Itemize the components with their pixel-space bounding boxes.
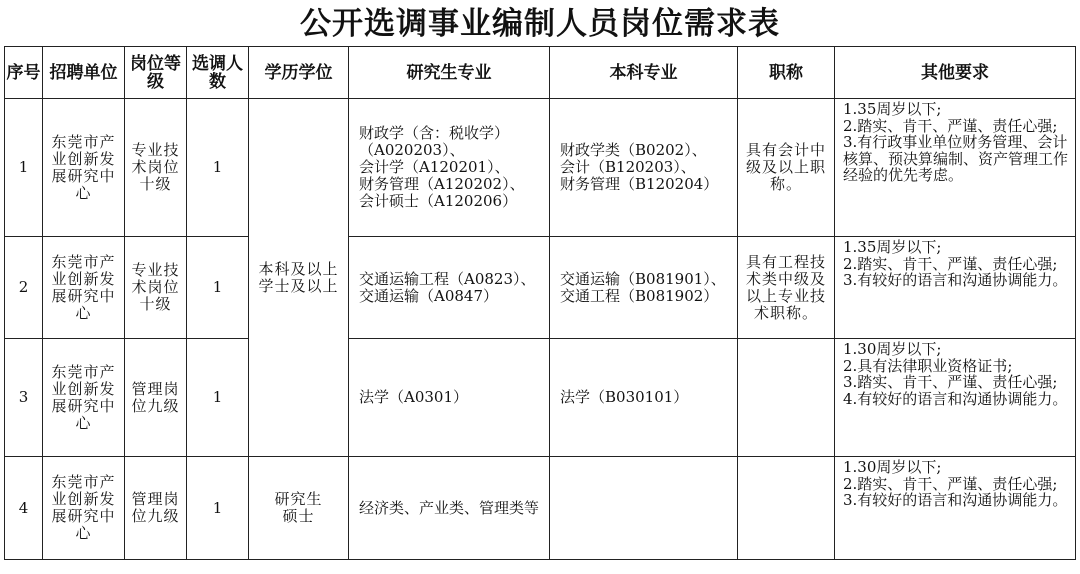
cell-seq: 3 xyxy=(5,339,43,457)
other-req-line: 1.35周岁以下; xyxy=(843,100,942,118)
other-req-line: 2.踏实、肯干、严谨、责任心强; xyxy=(843,474,1058,493)
header-title-req: 职称 xyxy=(738,47,835,99)
page-title: 公开选调事业编制人员岗位需求表 xyxy=(300,6,780,42)
table-row xyxy=(5,99,1076,237)
ug-major-line: 交通工程（B081902） xyxy=(560,286,719,305)
cell-other xyxy=(835,237,1076,339)
cell-grade: 专业技术岗位十级 xyxy=(125,99,187,237)
cell-grade: 管理岗位九级 xyxy=(125,339,187,457)
grad-major-line: 经济类、产业类、管理类等 xyxy=(359,498,540,517)
cell-seq: 1 xyxy=(5,99,43,237)
header-unit: 招聘单位 xyxy=(43,47,125,99)
other-req-line: 4.有较好的语言和沟通协调能力。 xyxy=(843,389,1068,408)
header-ug-major: 本科专业 xyxy=(550,47,738,99)
other-req-line: 1.35周岁以下; xyxy=(843,238,942,256)
grad-major-line: 会计硕士（A120206） xyxy=(359,192,518,210)
cell-unit: 东莞市产业创新发展研究中心 xyxy=(43,457,125,560)
cell-edu: 研究生硕士 xyxy=(249,457,349,560)
cell-other xyxy=(835,457,1076,560)
grad-major-line: 会计学（A120201）、 xyxy=(359,158,510,176)
cell-title-req: 具有会计中级及以上职称。 xyxy=(738,99,835,237)
table-row xyxy=(5,339,1076,457)
other-req-line: 3.踏实、肯干、严谨、责任心强; xyxy=(843,373,1058,391)
cell-grade: 管理岗位九级 xyxy=(125,457,187,560)
table-row xyxy=(5,237,1076,339)
other-req-line: 1.30周岁以下; xyxy=(843,458,942,476)
cell-grad-major xyxy=(349,237,550,339)
cell-seq: 2 xyxy=(5,237,43,339)
ug-major-line: 财政学类（B0202）、 xyxy=(560,141,707,159)
ug-major-line: 交通运输（B081901）、 xyxy=(560,269,726,288)
header-other: 其他要求 xyxy=(835,47,1076,99)
other-req-line: 3.有较好的语言和沟通协调能力。 xyxy=(843,271,1068,289)
other-req-line: 3.有较好的语言和沟通协调能力。 xyxy=(843,491,1068,509)
table-row xyxy=(5,457,1076,560)
other-req-line: 1.30周岁以下; xyxy=(843,340,942,358)
header-count: 选调人数 xyxy=(187,47,249,99)
cell-grad-major xyxy=(349,99,550,237)
cell-unit: 东莞市产业创新发展研究中心 xyxy=(43,237,125,339)
cell-seq: 4 xyxy=(5,457,43,560)
header-edu: 学历学位 xyxy=(249,47,349,99)
header-grade: 岗位等级 xyxy=(125,47,187,99)
grad-major-line: 财政学（含：税收学）（A020203）、 xyxy=(359,124,510,159)
grad-major-line: 交通运输工程（A0823）、 xyxy=(359,269,536,288)
cell-ug-major xyxy=(550,457,738,560)
cell-other xyxy=(835,99,1076,237)
ug-major-line: 财务管理（B120204） xyxy=(560,175,719,193)
header-grad-major: 研究生专业 xyxy=(349,47,550,99)
ug-major-line: 法学（B030101） xyxy=(560,388,689,406)
cell-ug-major xyxy=(550,237,738,339)
cell-count: 1 xyxy=(187,457,249,560)
cell-grad-major xyxy=(349,457,550,560)
grad-major-line: 交通运输（A0847） xyxy=(359,286,499,305)
cell-title-req xyxy=(738,339,835,457)
cell-count: 1 xyxy=(187,99,249,237)
other-req-line: 2.踏实、肯干、严谨、责任心强; xyxy=(843,116,1058,135)
grad-major-line: 法学（A0301） xyxy=(359,388,469,406)
position-requirements-table xyxy=(4,46,1076,560)
cell-count: 1 xyxy=(187,339,249,457)
cell-title-req: 具有工程技术类中级及以上专业技术职称。 xyxy=(738,237,835,339)
other-req-line: 2.踏实、肯干、严谨、责任心强; xyxy=(843,254,1058,273)
header-seq: 序号 xyxy=(5,47,43,99)
cell-ug-major xyxy=(550,339,738,457)
cell-unit: 东莞市产业创新发展研究中心 xyxy=(43,99,125,237)
cell-grade: 专业技术岗位十级 xyxy=(125,237,187,339)
cell-ug-major xyxy=(550,99,738,237)
cell-edu-shared: 本科及以上学士及以上 xyxy=(249,99,349,457)
cell-count: 1 xyxy=(187,237,249,339)
cell-grad-major xyxy=(349,339,550,457)
grad-major-line: 财务管理（A120202）、 xyxy=(359,175,525,193)
cell-unit: 东莞市产业创新发展研究中心 xyxy=(43,339,125,457)
cell-other xyxy=(835,339,1076,457)
table-header-row xyxy=(5,47,1076,99)
other-req-line: 3.有行政事业单位财务管理、会计核算、预决算编制、资产管理工作经验的优先考虑。 xyxy=(843,133,1069,184)
ug-major-line: 会计（B120203）、 xyxy=(560,158,696,176)
other-req-line: 2.具有法律职业资格证书; xyxy=(843,356,1013,375)
cell-title-req xyxy=(738,457,835,560)
